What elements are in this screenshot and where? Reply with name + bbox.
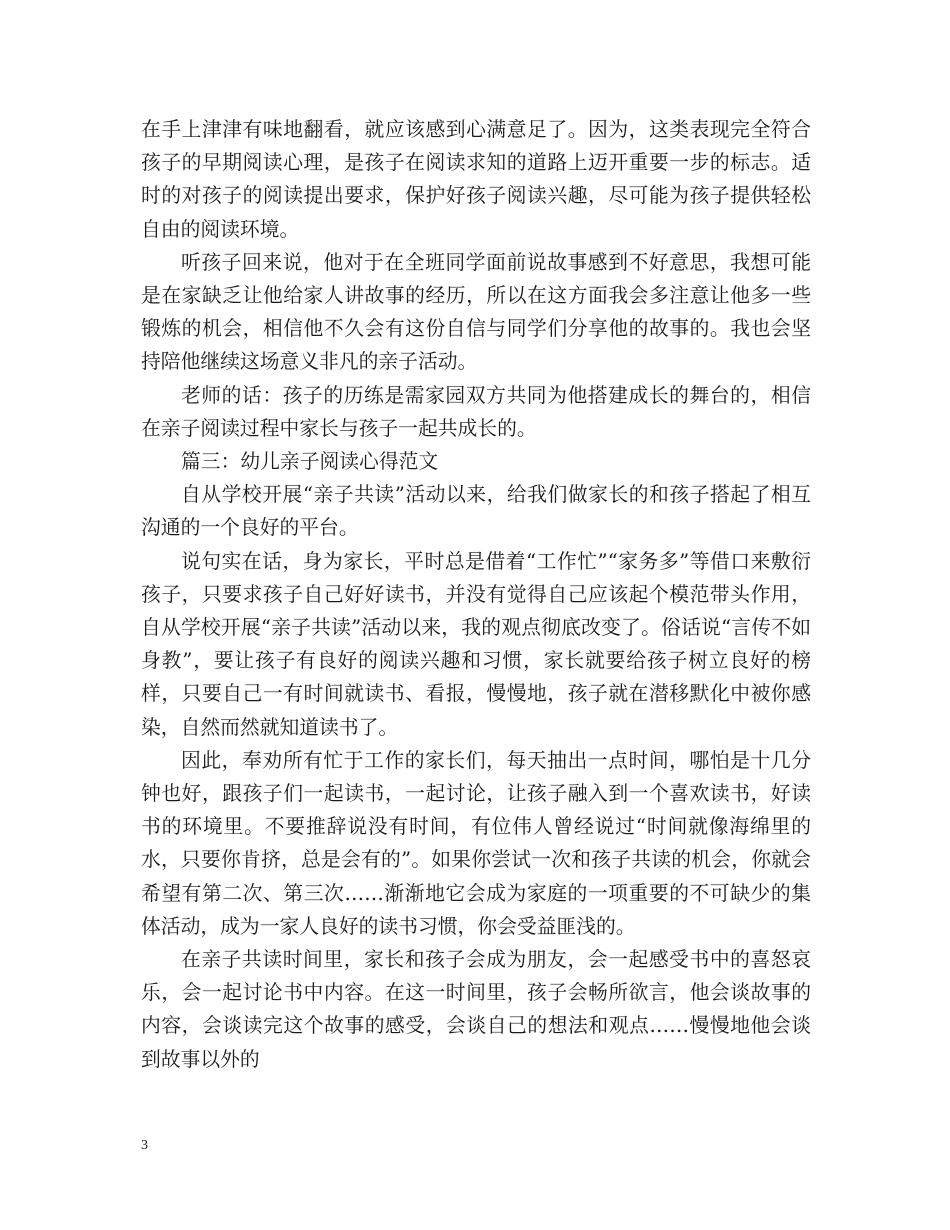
paragraph-4: 自从学校开展“亲子共读”活动以来，给我们做家长的和孩子搭起了相互沟通的一个良好的平台。 [141, 483, 811, 540]
paragraph-7: 在亲子共读时间里，家长和孩子会成为朋友，会一起感受书中的喜怒哀乐，会一起讨论书中内容。在这一时间里，孩子会畅所欲言，他会谈故事的内容，会谈读完这个故事的感受，会谈自己的想法和观点……慢慢地他会谈到故事以外的 [141, 948, 811, 1071]
section-heading: 篇三：幼儿亲子阅读心得范文 [181, 450, 439, 474]
paragraph-2: 听孩子回来说，他对于在全班同学面前说故事感到不好意思，我想可能是在家缺乏让他给家人讲故事的经历，所以在这方面我会多注意让他多一些锻炼的机会，相信他不久会有这份自信与同学们分享他的故事的。我也会坚持陪他继续这场意义非凡的亲子活动。 [141, 250, 811, 374]
paragraph-1: 在手上津津有味地翻看，就应该感到心满意足了。因为，这类表现完全符合孩子的早期阅读心理，是孩子在阅读求知的道路上迈开重要一步的标志。适时的对孩子的阅读提出要求，保护好孩子阅读兴趣，尽可能为孩子提供轻松自由的阅读环境。 [141, 118, 811, 241]
paragraph-3: 老师的话：孩子的历练是需家园双方共同为他搭建成长的舞台的，相信在亲子阅读过程中家长与孩子一起共成长的。 [141, 383, 811, 440]
document-body [141, 113, 811, 1076]
paragraph-5: 说句实在话，身为家长，平时总是借着“工作忙”“家务多”等借口来敷衍孩子，只要求孩子自己好好读书，并没有觉得自己应该起个模范带头作用，自从学校开展“亲子共读”活动以来，我的观点彻底改变了。俗话说“言传不如身教”，要让孩子有良好的阅读兴趣和习惯，家长就要给孩子树立良好的榜样，只要自己一有时间就读书、看报，慢慢地，孩子就在潜移默化中被你感染，自然而然就知道读书了。 [141, 549, 811, 739]
paragraph-6: 因此，奉劝所有忙于工作的家长们，每天抽出一点时间，哪怕是十几分钟也好，跟孩子们一起读书，一起讨论，让孩子融入到一个喜欢读书，好读书的环境里。不要推辞说没有时间，有位伟人曾经说过“时间就像海绵里的水，只要你肯挤，总是会有的”。如果你尝试一次和孩子共读的机会，你就会希望有第二次、第三次……渐渐地它会成为家庭的一项重要的不可缺少的集体活动，成为一家人良好的读书习惯，你会受益匪浅的。 [141, 748, 811, 938]
page-number: 3 [141, 1138, 148, 1153]
